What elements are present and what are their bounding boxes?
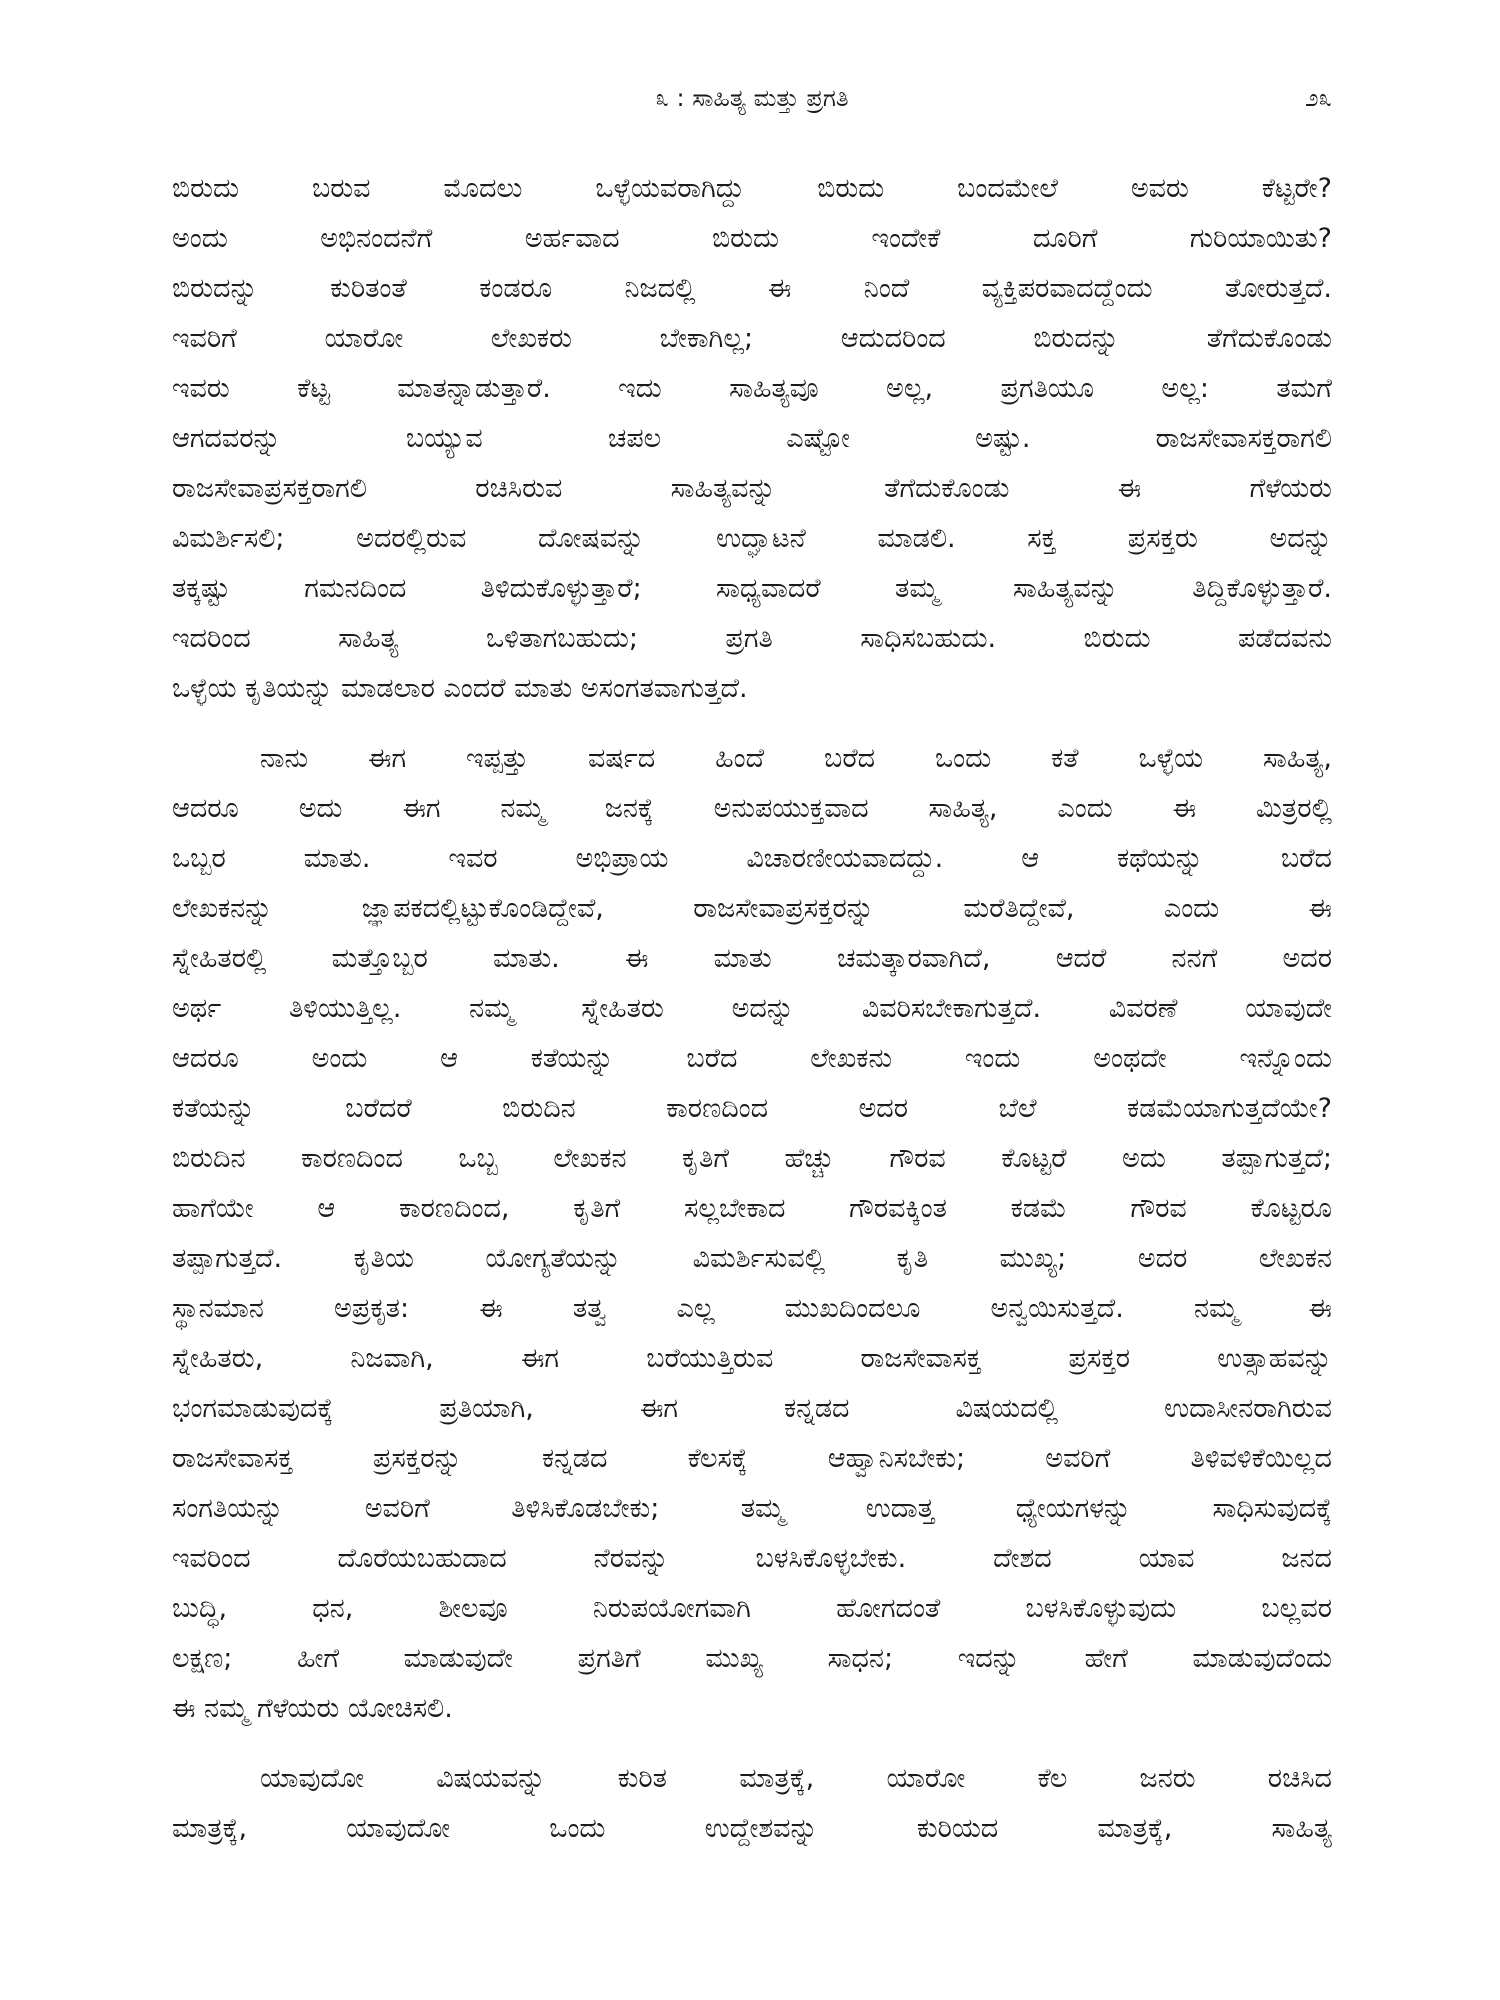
running-header	[172, 78, 1332, 118]
text-line: ಸಂಗತಿಯನ್ನು ಅವರಿಗೆ ತಿಳಿಸಿಕೊಡಬೇಕು; ತಮ್ಮ ಉದಾತ್ತ ಧ್ಯೇಯಗಳನ್ನು ಸಾಧಿಸುವುದಕ್ಕೆ	[172, 1493, 1332, 1524]
text-line: ಸ್ನೇಹಿತರಲ್ಲಿ ಮತ್ತೊಬ್ಬರ ಮಾತು. ಈ ಮಾತು ಚಮತ್ಕಾರವಾಗಿದೆ, ಆದರೆ ನನಗೆ ಅದರ	[172, 943, 1332, 974]
text-line: ಅಂದು ಅಭಿನಂದನೆಗೆ ಅರ್ಹವಾದ ಬಿರುದು ಇಂದೇಕೆ ದೂರಿಗೆ ಗುರಿಯಾಯಿತು?	[172, 223, 1332, 254]
text-line: ಒಳ್ಳೆಯ ಕೃತಿಯನ್ನು ಮಾಡಲಾರ ಎಂದರೆ ಮಾತು ಅಸಂಗತವಾಗುತ್ತದೆ.	[172, 673, 748, 704]
text-line: ಒಬ್ಬರ ಮಾತು. ಇವರ ಅಭಿಪ್ರಾಯ ವಿಚಾರಣೀಯವಾದದ್ದು. ಆ ಕಥೆಯನ್ನು ಬರೆದ	[172, 843, 1332, 874]
text-line: ತಕ್ಕಷ್ಟು ಗಮನದಿಂದ ತಿಳಿದುಕೊಳ್ಳುತ್ತಾರೆ; ಸಾಧ್ಯವಾದರೆ ತಮ್ಮ ಸಾಹಿತ್ಯವನ್ನು ತಿದ್ದಿಕೊಳ್ಳುತ್ತಾರೆ.	[172, 573, 1332, 604]
text-line: ಲೇಖಕನನ್ನು ಜ್ಞಾಪಕದಲ್ಲಿಟ್ಟುಕೊಂಡಿದ್ದೇವೆ, ರಾಜಸೇವಾಪ್ರಸಕ್ತರನ್ನು ಮರೆತಿದ್ದೇವೆ, ಎಂದು ಈ	[172, 893, 1332, 924]
text-line: ಇವರು ಕೆಟ್ಟ ಮಾತನ್ನಾಡುತ್ತಾರೆ. ಇದು ಸಾಹಿತ್ಯವೂ ಅಲ್ಲ, ಪ್ರಗತಿಯೂ ಅಲ್ಲ: ತಮಗೆ	[172, 373, 1332, 404]
text-line: ವಿಮರ್ಶಿಸಲಿ; ಅದರಲ್ಲಿರುವ ದೋಷವನ್ನು ಉದ್ಘಾಟನೆ ಮಾಡಲಿ. ಸಕ್ತ ಪ್ರಸಕ್ತರು ಅದನ್ನು	[172, 523, 1332, 554]
text-line: ಯಾವುದೋ ವಿಷಯವನ್ನು ಕುರಿತ ಮಾತ್ರಕ್ಕೆ, ಯಾರೋ ಕೆಲ ಜನರು ರಚಿಸಿದ	[260, 1763, 1332, 1794]
text-line: ಬಿರುದನ್ನು ಕುರಿತಂತೆ ಕಂಡರೂ ನಿಜದಲ್ಲಿ ಈ ನಿಂದೆ ವ್ಯಕ್ತಿಪರವಾದದ್ದೆಂದು ತೋರುತ್ತದೆ.	[172, 273, 1332, 304]
text-line: ಮಾತ್ರಕ್ಕೆ, ಯಾವುದೋ ಒಂದು ಉದ್ದೇಶವನ್ನು ಕುರಿಯದ ಮಾತ್ರಕ್ಕೆ, ಸಾಹಿತ್ಯ	[172, 1813, 1332, 1844]
text-line: ಬುದ್ಧಿ, ಧನ, ಶೀಲವೂ ನಿರುಪಯೋಗವಾಗಿ ಹೋಗದಂತೆ ಬಳಸಿಕೊಳ್ಳುವುದು ಬಲ್ಲವರ	[172, 1593, 1332, 1624]
text-line: ಲಕ್ಷಣ; ಹೀಗೆ ಮಾಡುವುದೇ ಪ್ರಗತಿಗೆ ಮುಖ್ಯ ಸಾಧನ; ಇದನ್ನು ಹೇಗೆ ಮಾಡುವುದೆಂದು	[172, 1643, 1332, 1674]
page-number: ೨೩	[1305, 84, 1332, 112]
text-line: ಬಿರುದು ಬರುವ ಮೊದಲು ಒಳ್ಳೆಯವರಾಗಿದ್ದು ಬಿರುದು ಬಂದಮೇಲೆ ಅವರು ಕೆಟ್ಟರೇ?	[172, 173, 1332, 204]
text-line: ಕತೆಯನ್ನು ಬರೆದರೆ ಬಿರುದಿನ ಕಾರಣದಿಂದ ಅದರ ಬೆಲೆ ಕಡಮೆಯಾಗುತ್ತದೆಯೇ?	[172, 1093, 1332, 1124]
text-line: ರಾಜಸೇವಾಸಕ್ತ ಪ್ರಸಕ್ತರನ್ನು ಕನ್ನಡದ ಕೆಲಸಕ್ಕೆ ಆಹ್ವಾನಿಸಬೇಕು; ಅವರಿಗೆ ತಿಳಿವಳಿಕೆಯಿಲ್ಲದ	[172, 1443, 1332, 1474]
text-line: ಸ್ನೇಹಿತರು, ನಿಜವಾಗಿ, ಈಗ ಬರೆಯುತ್ತಿರುವ ರಾಜಸೇವಾಸಕ್ತ ಪ್ರಸಕ್ತರ ಉತ್ಸಾಹವನ್ನು	[172, 1343, 1332, 1374]
text-line: ಅರ್ಥ ತಿಳಿಯುತ್ತಿಲ್ಲ. ನಮ್ಮ ಸ್ನೇಹಿತರು ಅದನ್ನು ವಿವರಿಸಬೇಕಾಗುತ್ತದೆ. ವಿವರಣೆ ಯಾವುದೇ	[172, 993, 1332, 1024]
text-line: ಭಂಗಮಾಡುವುದಕ್ಕೆ ಪ್ರತಿಯಾಗಿ, ಈಗ ಕನ್ನಡದ ವಿಷಯದಲ್ಲಿ ಉದಾಸೀನರಾಗಿರುವ	[172, 1393, 1332, 1424]
text-line: ಸ್ಥಾನಮಾನ ಅಪ್ರಕೃತ: ಈ ತತ್ವ ಎಲ್ಲ ಮುಖದಿಂದಲೂ ಅನ್ವಯಿಸುತ್ತದೆ. ನಮ್ಮ ಈ	[172, 1293, 1332, 1324]
text-line: ಆದರೂ ಅಂದು ಆ ಕತೆಯನ್ನು ಬರೆದ ಲೇಖಕನು ಇಂದು ಅಂಥದೇ ಇನ್ನೊಂದು	[172, 1043, 1332, 1074]
text-line: ಹಾಗೆಯೇ ಆ ಕಾರಣದಿಂದ, ಕೃತಿಗೆ ಸಲ್ಲಬೇಕಾದ ಗೌರವಕ್ಕಿಂತ ಕಡಮೆ ಗೌರವ ಕೊಟ್ಟರೂ	[172, 1193, 1332, 1224]
text-line: ಆದರೂ ಅದು ಈಗ ನಮ್ಮ ಜನಕ್ಕೆ ಅನುಪಯುಕ್ತವಾದ ಸಾಹಿತ್ಯ, ಎಂದು ಈ ಮಿತ್ರರಲ್ಲಿ	[172, 793, 1332, 824]
paragraph-3	[172, 1754, 1332, 1854]
text-line: ಇವರಿಗೆ ಯಾರೋ ಲೇಖಕರು ಬೇಕಾಗಿಲ್ಲ; ಆದುದರಿಂದ ಬಿರುದನ್ನು ತೆಗೆದುಕೊಂಡು	[172, 323, 1332, 354]
running-title: ೩ : ಸಾಹಿತ್ಯ ಮತ್ತು ಪ್ರಗತಿ	[655, 84, 849, 112]
text-line: ಬಿರುದಿನ ಕಾರಣದಿಂದ ಒಬ್ಬ ಲೇಖಕನ ಕೃತಿಗೆ ಹೆಚ್ಚು ಗೌರವ ಕೊಟ್ಟರೆ ಅದು ತಪ್ಪಾಗುತ್ತದೆ;	[172, 1143, 1332, 1174]
text-line: ಇದರಿಂದ ಸಾಹಿತ್ಯ ಒಳಿತಾಗಬಹುದು; ಪ್ರಗತಿ ಸಾಧಿಸಬಹುದು. ಬಿರುದು ಪಡೆದವನು	[172, 623, 1332, 654]
paragraph-2	[172, 734, 1332, 1734]
text-line: ರಾಜಸೇವಾಪ್ರಸಕ್ತರಾಗಲಿ ರಚಿಸಿರುವ ಸಾಹಿತ್ಯವನ್ನು ತೆಗೆದುಕೊಂಡು ಈ ಗೆಳೆಯರು	[172, 473, 1332, 504]
body-text	[172, 164, 1332, 1854]
text-line: ತಪ್ಪಾಗುತ್ತದೆ. ಕೃತಿಯ ಯೋಗ್ಯತೆಯನ್ನು ವಿಮರ್ಶಿಸುವಲ್ಲಿ ಕೃತಿ ಮುಖ್ಯ; ಅದರ ಲೇಖಕನ	[172, 1243, 1332, 1274]
text-line: ಆಗದವರನ್ನು ಬಯ್ಯುವ ಚಪಲ ಎಷ್ಟೋ ಅಷ್ಟು. ರಾಜಸೇವಾಸಕ್ತರಾಗಲಿ	[172, 423, 1332, 454]
paragraph-1	[172, 164, 1332, 714]
text-line: ನಾನು ಈಗ ಇಪ್ಪತ್ತು ವರ್ಷದ ಹಿಂದೆ ಬರೆದ ಒಂದು ಕತೆ ಒಳ್ಳೆಯ ಸಾಹಿತ್ಯ,	[260, 743, 1332, 774]
text-line: ಈ ನಮ್ಮ ಗೆಳೆಯರು ಯೋಚಿಸಲಿ.	[172, 1693, 453, 1724]
text-line: ಇವರಿಂದ ದೊರೆಯಬಹುದಾದ ನೆರವನ್ನು ಬಳಸಿಕೊಳ್ಳಬೇಕು. ದೇಶದ ಯಾವ ಜನದ	[172, 1543, 1332, 1574]
